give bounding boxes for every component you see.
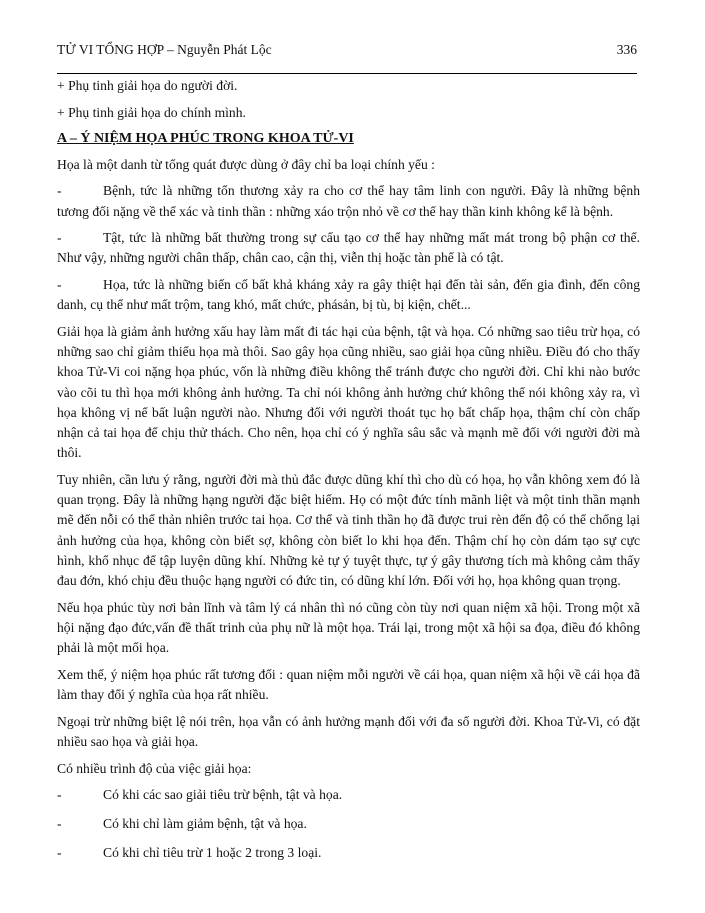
lead-paragraph: Họa là một danh từ tổng quát được dùng ở đây chỉ ba loại chính yếu :: [57, 156, 435, 172]
body-paragraph: Tuy nhiên, cần lưu ý rằng, người đời mà thủ đắc được dũng khí thì cho dù có họa, họ vẫn không xem đó là quan trọng. Đây là những hạng người đặc biệt hiếm. Họ có một đức tính mãnh liệt và một tinh thần mạnh mẽ đến nỗi có thể thản nhiên trước tai họa. Cơ thể và tinh thần họ đã được trui rèn đến độ có thể chống lại ảnh hưởng của họa, không còn biết sợ, không còn biết lo khi họa đến. Thậm chí họ còn dám tạo sự cực hình, khổ nhục để tập luyện dũng khí. Những kẻ tự ý tuyệt thực, tự ý gây thương tích mà không cảm thấy đau đớn, khó chịu đều thuộc hạng người có đức tin, có dũng khí lớn. Đối với họ, họa không quan trọng.: [57, 471, 640, 588]
level-item: [57, 843, 640, 863]
type-text: Bệnh, tức là những tổn thương xảy ra cho cơ thể hay tâm linh con người. Đây là những bệnh tương đối nặng về thể xác và tinh thần : những xáo trộn nhỏ về cơ thể hay thần kinh không kể là bệnh.: [57, 183, 640, 219]
level-item: [57, 814, 640, 834]
body-paragraph: Xem thế, ý niệm họa phúc rất tương đối : quan niệm mỗi người về cái họa, quan niệm xã hội về cái họa đã làm thay đổi ý nghĩa của họa rất nhiều.: [57, 666, 640, 702]
type-text: Tật, tức là những bất thường trong sự cấu tạo cơ thể hay những mất mát trong bộ phận cơ thể. Như vậy, những người chân thấp, chân cao, cận thị, viễn thị hoặc tàn phế là có tật.: [57, 230, 640, 266]
intro-line: + Phụ tinh giải họa do người đời.: [57, 78, 238, 93]
list-dash: -: [57, 230, 62, 246]
page-body: [57, 76, 640, 871]
body-paragraph: Giải họa là giảm ảnh hưởng xấu hay làm mất đi tác hại của bệnh, tật và họa. Có những sao tiêu trừ họa, có những sao chỉ giảm thiểu họa mà thôi. Sao gây họa cũng nhiều, sao giải họa cũng nhiều. Điều đó cho thấy khoa Tử-Vi coi nặng họa phúc, vốn là những điều không thể tránh được cho người đời. Chỉ khi nào bước vào cõi tu thì họa mới không ảnh hưởng. Ta chỉ nói không ảnh hưởng chứ không thể nói không xảy ra, vì họa không vị nể bất luận người nào. Nhưng đối với người thoát tục họ bất chấp họa, thậm chí còn chấp nhận cả tai họa để chịu thử thách. Cho nên, họa chỉ có ý nghĩa sâu sắc và mạnh mẽ đối với người đời mà thôi.: [57, 324, 640, 461]
levels-lead: Có nhiều trình độ của việc giải họa:: [57, 760, 252, 776]
body-paragraph: Nếu họa phúc tùy nơi bản lĩnh và tâm lý cá nhân thì nó cũng còn tùy nơi quan niệm xã hội. Trong một xã hội nặng đạo đức,vấn đề thất trinh của phụ nữ là một họa. Trái lại, trong một xã hội sa đọa, điều đó không phải là một mối họa.: [57, 599, 640, 656]
list-dash: -: [57, 183, 62, 199]
type-text: Họa, tức là những biến cố bất khả kháng xảy ra gây thiệt hại đến tài sản, đến gia đình, đến công danh, cụ thể như mất trộm, tang khó, mất chức, phásản, bị tù, bị kiện, chết...: [57, 277, 640, 313]
header-rule: [57, 73, 637, 74]
body-paragraph: Ngoại trừ những biệt lệ nói trên, họa vẫn có ảnh hưởng mạnh đối với đa số người đời. Khoa Tử-Vi, có đặt nhiều sao họa và giải họa.: [57, 713, 640, 749]
intro-line: + Phụ tinh giải họa do chính mình.: [57, 104, 246, 120]
list-dash: -: [57, 787, 62, 803]
level-text: Có khi chỉ tiêu trừ 1 hoặc 2 trong 3 loại.: [103, 844, 322, 860]
type-item-tat: [57, 228, 640, 268]
list-dash: -: [57, 277, 62, 293]
list-dash: -: [57, 816, 62, 831]
level-text: Có khi chỉ làm giảm bệnh, tật và họa.: [103, 816, 307, 831]
level-text: Có khi các sao giải tiêu trừ bệnh, tật và họa.: [103, 787, 343, 803]
book-title: TỬ VI TỔNG HỢP – Nguyễn Phát Lộc: [57, 42, 272, 57]
type-item-hoa: [57, 275, 640, 315]
type-item-benh: [57, 181, 640, 221]
section-heading: A – Ý NIỆM HỌA PHÚC TRONG KHOA TỬ-VI: [57, 131, 354, 147]
list-dash: -: [57, 844, 62, 860]
level-item: [57, 785, 640, 805]
page-number: 336: [616, 42, 637, 57]
running-header: [57, 42, 637, 60]
